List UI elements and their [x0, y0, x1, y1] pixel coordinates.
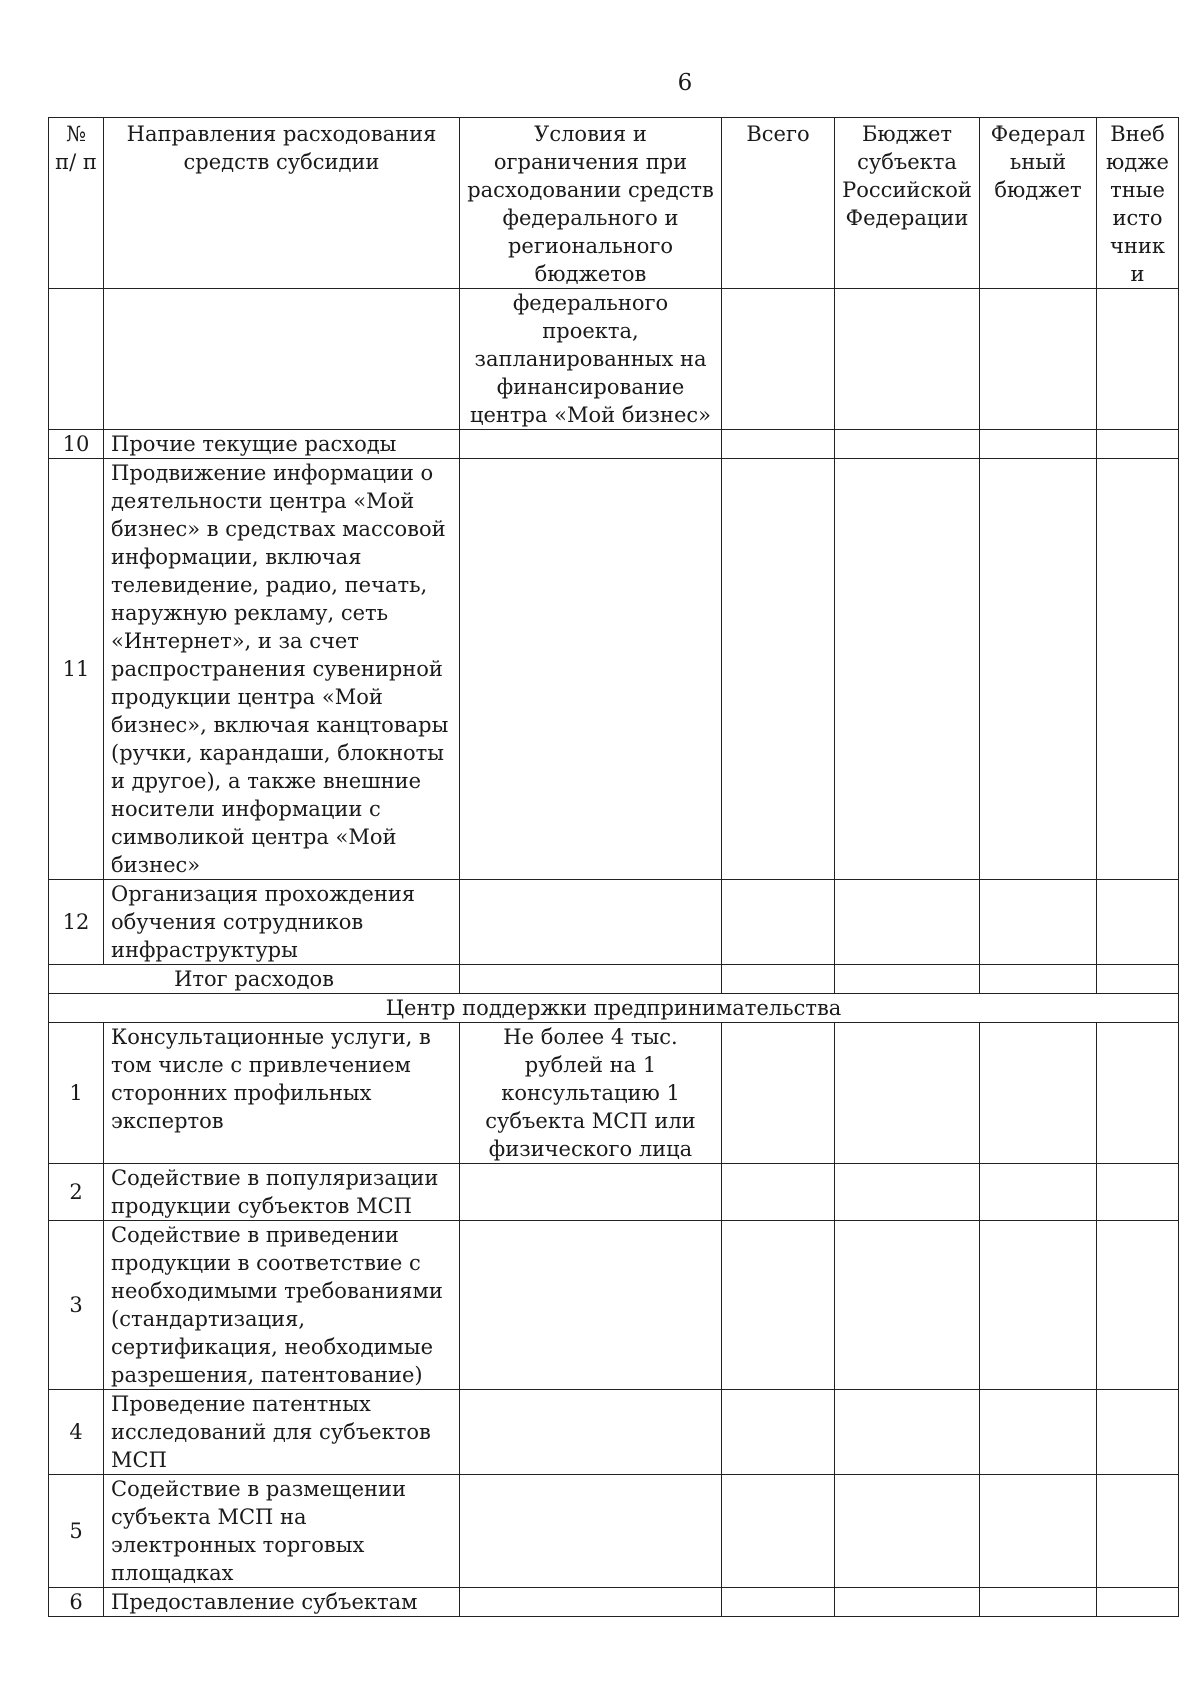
- cell-conditions: [460, 880, 722, 965]
- subsidy-expense-table: [48, 117, 1179, 1617]
- cell-conditions: [460, 430, 722, 459]
- cell-conditions: [460, 1390, 722, 1475]
- cell-federal: [980, 459, 1097, 880]
- header-federal-budget: Федерал ьный бюджет: [980, 118, 1097, 289]
- cell-direction: Прочие текущие расходы: [104, 430, 460, 459]
- cell-federal: [980, 1475, 1097, 1588]
- cell-direction: Консультационные услуги, в том числе с привлечением сторонних профильных экспертов: [104, 1023, 460, 1164]
- section-title: Центр поддержки предпринимательства: [49, 994, 1179, 1023]
- cell-regional: [835, 1164, 980, 1221]
- cell-direction: Предоставление субъектам: [104, 1588, 460, 1617]
- cell-direction: Содействие в размещении субъекта МСП на электронных торговых площадках: [104, 1475, 460, 1588]
- cell-extra: [1097, 1221, 1179, 1390]
- table-row: [49, 880, 1179, 965]
- header-conditions: Условия и ограничения при расходовании средств федерального и регионального бюджетов: [460, 118, 722, 289]
- total-label: Итог расходов: [49, 965, 460, 994]
- cell-total: [722, 1588, 835, 1617]
- cell-federal: [980, 1221, 1097, 1390]
- cell-extra: [1097, 965, 1179, 994]
- cell-extra: [1097, 1588, 1179, 1617]
- cell-conditions: [460, 1475, 722, 1588]
- cell-extra: [1097, 459, 1179, 880]
- cell-federal: [980, 1588, 1097, 1617]
- cell-num: 6: [49, 1588, 104, 1617]
- cell-federal: [980, 1390, 1097, 1475]
- cell-total: [722, 1475, 835, 1588]
- table-row: [49, 1221, 1179, 1390]
- cell-conditions: [460, 965, 722, 994]
- cell-regional: [835, 1390, 980, 1475]
- cell-extra: [1097, 1164, 1179, 1221]
- cell-regional: [835, 1588, 980, 1617]
- cell-regional: [835, 430, 980, 459]
- cell-regional: [835, 965, 980, 994]
- table-section-row: [49, 994, 1179, 1023]
- header-direction: Направления расходования средств субсидии: [104, 118, 460, 289]
- page-number: 6: [677, 70, 693, 96]
- cell-num: [49, 289, 104, 430]
- table-total-row: [49, 965, 1179, 994]
- cell-regional: [835, 880, 980, 965]
- table-row: [49, 1023, 1179, 1164]
- cell-num: 3: [49, 1221, 104, 1390]
- cell-num: 12: [49, 880, 104, 965]
- cell-total: [722, 289, 835, 430]
- cell-conditions: [460, 1221, 722, 1390]
- cell-extra: [1097, 1023, 1179, 1164]
- header-regional-budget: Бюджет субъекта Российской Федерации: [835, 118, 980, 289]
- cell-num: 1: [49, 1023, 104, 1164]
- cell-extra: [1097, 289, 1179, 430]
- cell-federal: [980, 880, 1097, 965]
- cell-direction: Содействие в приведении продукции в соответствие с необходимыми требованиями (стандартизация, сертификация, необходимые разрешения, патентование): [104, 1221, 460, 1390]
- cell-conditions: федерального проекта, запланированных на финансирование центра «Мой бизнес»: [460, 289, 722, 430]
- cell-total: [722, 459, 835, 880]
- cell-conditions: [460, 1164, 722, 1221]
- cell-total: [722, 1164, 835, 1221]
- cell-total: [722, 965, 835, 994]
- cell-extra: [1097, 880, 1179, 965]
- cell-federal: [980, 965, 1097, 994]
- table-row: [49, 1390, 1179, 1475]
- cell-federal: [980, 1164, 1097, 1221]
- cell-total: [722, 1023, 835, 1164]
- cell-direction: Проведение патентных исследований для субъектов МСП: [104, 1390, 460, 1475]
- table-row: [49, 430, 1179, 459]
- cell-direction: Продвижение информации о деятельности центра «Мой бизнес» в средствах массовой информации, включая телевидение, радио, печать, наружную рекламу, сеть «Интернет», и за счет распространения сувенирной продукции центра «Мой бизнес», включая канцтовары (ручки, карандаши, блокноты и другое), а также внешние носители информации с символикой центра «Мой бизнес»: [104, 459, 460, 880]
- header-num: № п/ п: [49, 118, 104, 289]
- table-row: [49, 1588, 1179, 1617]
- cell-regional: [835, 1023, 980, 1164]
- cell-conditions: [460, 1588, 722, 1617]
- cell-total: [722, 880, 835, 965]
- cell-direction: Содействие в популяризации продукции субъектов МСП: [104, 1164, 460, 1221]
- table-header-row: [49, 118, 1179, 289]
- cell-num: 10: [49, 430, 104, 459]
- cell-extra: [1097, 1475, 1179, 1588]
- table-row: [49, 1164, 1179, 1221]
- cell-num: 4: [49, 1390, 104, 1475]
- cell-num: 5: [49, 1475, 104, 1588]
- header-extra-sources: Внеб юдже тные исто чник и: [1097, 118, 1179, 289]
- table-row: [49, 459, 1179, 880]
- cell-regional: [835, 1221, 980, 1390]
- cell-direction: Организация прохождения обучения сотрудников инфраструктуры: [104, 880, 460, 965]
- cell-num: 11: [49, 459, 104, 880]
- cell-federal: [980, 430, 1097, 459]
- cell-extra: [1097, 430, 1179, 459]
- cell-direction: [104, 289, 460, 430]
- cell-conditions: Не более 4 тыс. рублей на 1 консультацию 1 субъекта МСП или физического лица: [460, 1023, 722, 1164]
- cell-total: [722, 1221, 835, 1390]
- table-row: [49, 1475, 1179, 1588]
- header-total: Всего: [722, 118, 835, 289]
- cell-total: [722, 430, 835, 459]
- cell-regional: [835, 289, 980, 430]
- table-row: [49, 289, 1179, 430]
- cell-total: [722, 1390, 835, 1475]
- cell-federal: [980, 289, 1097, 430]
- cell-num: 2: [49, 1164, 104, 1221]
- cell-regional: [835, 459, 980, 880]
- cell-extra: [1097, 1390, 1179, 1475]
- cell-regional: [835, 1475, 980, 1588]
- cell-federal: [980, 1023, 1097, 1164]
- cell-conditions: [460, 459, 722, 880]
